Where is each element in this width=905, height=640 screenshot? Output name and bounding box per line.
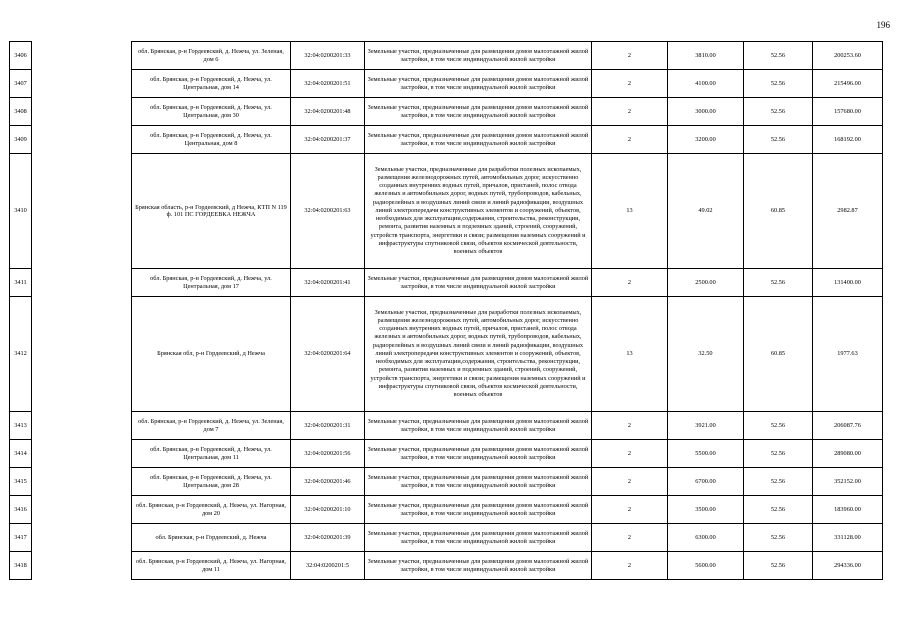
table-row [10,524,883,552]
specific-value-cell: 52.56 [744,269,813,297]
cadastral-value-cell: 331128.00 [813,524,883,552]
cadastral-value-cell: 352152.00 [813,468,883,496]
cadastral-number-cell: 32:04:0200201:63 [291,154,365,269]
spacer-cell [32,98,132,126]
table-body [10,42,883,580]
cadastral-value-cell: 131400.00 [813,269,883,297]
group-number-cell: 2 [592,552,668,580]
cadastral-number-cell: 32:04:0200201:56 [291,440,365,468]
table-row [10,126,883,154]
table-row [10,552,883,580]
area-cell: 3200.00 [668,126,744,154]
area-cell: 3921.00 [668,412,744,440]
group-number-cell: 2 [592,42,668,70]
address-cell: обл. Брянская, р-н Гордеевский, д. Нежча, ул. Нагорная, дом 20 [132,496,291,524]
table-row [10,70,883,98]
address-cell: обл. Брянская, р-н Гордеевский, д. Нежча [132,524,291,552]
spacer-cell [32,42,132,70]
table-row [10,412,883,440]
record-number-cell: 3415 [10,468,32,496]
address-cell: обл. Брянская, р-н Гордеевский, д. Нежча, ул. Центральная, дом 14 [132,70,291,98]
cadastral-number-cell: 32:04:0200201:39 [291,524,365,552]
spacer-cell [32,552,132,580]
address-cell: обл. Брянская, р-н Гордеевский, д. Нежча, ул. Зеленая, дом 6 [132,42,291,70]
spacer-cell [32,440,132,468]
specific-value-cell: 60.85 [744,154,813,269]
address-cell: обл. Брянская, р-н Гордеевский, д. Нежча, ул. Центральная, дом 28 [132,468,291,496]
cadastral-value-cell: 294336.00 [813,552,883,580]
land-use-description-cell: Земельные участки, предназначенные для разработки полезных ископаемых, размещения железнодорожных путей, автомобильных дорог, искусственно созданных внутренних водных путей, причалов, пристаней, полос отвода железных и автомобильных дорог, водных путей, трубопроводов, кабельных, радиорелейных и воздушных линий связи и линий радиофикации, воздушных линий электропередачи конструктивных элементов и сооружений, объектов, необходимых для эксплуатации,содержания, строительства, реконструкции, ремонта, развития наземных и подземных зданий, строений, сооружений, устройств транспорта, энергетики и связи; размещения наземных сооружений и инфраструктуры спутниковой связи, объектов космической деятельности, военных объектов [365,154,592,269]
land-use-description-cell: Земельные участки, предназначенные для размещения домов малоэтажной жилой застройки, в том числе индивидуальной жилой застройки [365,42,592,70]
record-number-cell: 3416 [10,496,32,524]
area-cell: 5600.00 [668,552,744,580]
table-row [10,42,883,70]
group-number-cell: 13 [592,154,668,269]
group-number-cell: 2 [592,440,668,468]
group-number-cell: 13 [592,297,668,412]
cadastral-number-cell: 32:04:0200201:5 [291,552,365,580]
record-number-cell: 3417 [10,524,32,552]
record-number-cell: 3411 [10,269,32,297]
specific-value-cell: 52.56 [744,552,813,580]
specific-value-cell: 52.56 [744,70,813,98]
specific-value-cell: 52.56 [744,524,813,552]
record-number-cell: 3409 [10,126,32,154]
land-registry-table [9,41,883,580]
table-row [10,468,883,496]
table-row [10,440,883,468]
cadastral-value-cell: 289080.00 [813,440,883,468]
table-row [10,496,883,524]
specific-value-cell: 52.56 [744,42,813,70]
cadastral-number-cell: 32:04:0200201:31 [291,412,365,440]
record-number-cell: 3410 [10,154,32,269]
group-number-cell: 2 [592,524,668,552]
cadastral-number-cell: 32:04:0200201:51 [291,70,365,98]
area-cell: 6300.00 [668,524,744,552]
address-cell: обл. Брянская, р-н Гордеевский, д. Нежча, ул. Центральная, дом 8 [132,126,291,154]
group-number-cell: 2 [592,412,668,440]
group-number-cell: 2 [592,98,668,126]
table-row [10,154,883,269]
land-use-description-cell: Земельные участки, предназначенные для размещения домов малоэтажной жилой застройки, в том числе индивидуальной жилой застройки [365,126,592,154]
table-row [10,269,883,297]
spacer-cell [32,468,132,496]
spacer-cell [32,126,132,154]
cadastral-number-cell: 32:04:0200201:10 [291,496,365,524]
record-number-cell: 3414 [10,440,32,468]
cadastral-number-cell: 32:04:0200201:64 [291,297,365,412]
area-cell: 3810.00 [668,42,744,70]
land-use-description-cell: Земельные участки, предназначенные для размещения домов малоэтажной жилой застройки, в том числе индивидуальной жилой застройки [365,524,592,552]
area-cell: 6700.00 [668,468,744,496]
cadastral-number-cell: 32:04:0200201:48 [291,98,365,126]
address-cell: Брянская область, р-н Гордеевский, д Нежча, КТП N 119 ф. 101 ПС ГОРДЕЕВКА НЕЖЧА [132,154,291,269]
land-use-description-cell: Земельные участки, предназначенные для размещения домов малоэтажной жилой застройки, в том числе индивидуальной жилой застройки [365,468,592,496]
land-use-description-cell: Земельные участки, предназначенные для размещения домов малоэтажной жилой застройки, в том числе индивидуальной жилой застройки [365,552,592,580]
address-cell: обл. Брянская, р-н Гордеевский, д. Нежча, ул. Зеленая, дом 7 [132,412,291,440]
record-number-cell: 3407 [10,70,32,98]
cadastral-number-cell: 32:04:0200201:41 [291,269,365,297]
record-number-cell: 3406 [10,42,32,70]
specific-value-cell: 52.56 [744,468,813,496]
area-cell: 4100.00 [668,70,744,98]
cadastral-value-cell: 2982.87 [813,154,883,269]
record-number-cell: 3413 [10,412,32,440]
land-use-description-cell: Земельные участки, предназначенные для размещения домов малоэтажной жилой застройки, в том числе индивидуальной жилой застройки [365,269,592,297]
address-cell: обл. Брянская, р-н Гордеевский, д. Нежча, ул. Центральная, дом 17 [132,269,291,297]
record-number-cell: 3418 [10,552,32,580]
spacer-cell [32,70,132,98]
land-use-description-cell: Земельные участки, предназначенные для размещения домов малоэтажной жилой застройки, в том числе индивидуальной жилой застройки [365,412,592,440]
cadastral-value-cell: 200253.60 [813,42,883,70]
address-cell: обл. Брянская, р-н Гордеевский, д. Нежча, ул. Нагорная, дом 11 [132,552,291,580]
record-number-cell: 3412 [10,297,32,412]
spacer-cell [32,524,132,552]
spacer-cell [32,154,132,269]
table-row [10,297,883,412]
specific-value-cell: 52.56 [744,126,813,154]
area-cell: 49.02 [668,154,744,269]
land-use-description-cell: Земельные участки, предназначенные для размещения домов малоэтажной жилой застройки, в том числе индивидуальной жилой застройки [365,496,592,524]
group-number-cell: 2 [592,269,668,297]
land-use-description-cell: Земельные участки, предназначенные для разработки полезных ископаемых, размещения железнодорожных путей, автомобильных дорог, искусственно созданных внутренних водных путей, причалов, пристаней, полос отвода железных и автомобильных дорог, водных путей, трубопроводов, кабельных, радиорелейных и воздушных линий связи и линий радиофикации, воздушных линий электропередачи конструктивных элементов и сооружений, объектов, необходимых для эксплуатации,содержания, строительства, реконструкции, ремонта, развития наземных и подземных зданий, строений, сооружений, устройств транспорта, энергетики и связи; размещения наземных сооружений и инфраструктуры спутниковой связи, объектов космической деятельности, военных объектов [365,297,592,412]
cadastral-value-cell: 1977.63 [813,297,883,412]
group-number-cell: 2 [592,468,668,496]
cadastral-number-cell: 32:04:0200201:37 [291,126,365,154]
group-number-cell: 2 [592,126,668,154]
specific-value-cell: 60.85 [744,297,813,412]
spacer-cell [32,269,132,297]
specific-value-cell: 52.56 [744,98,813,126]
group-number-cell: 2 [592,70,668,98]
record-number-cell: 3408 [10,98,32,126]
specific-value-cell: 52.56 [744,440,813,468]
area-cell: 5500.00 [668,440,744,468]
address-cell: Брянская обл, р-н Гордеевский, д Нежча [132,297,291,412]
land-use-description-cell: Земельные участки, предназначенные для размещения домов малоэтажной жилой застройки, в том числе индивидуальной жилой застройки [365,70,592,98]
page-number: 196 [876,20,890,30]
spacer-cell [32,297,132,412]
cadastral-value-cell: 157680.00 [813,98,883,126]
area-cell: 3000.00 [668,98,744,126]
group-number-cell: 2 [592,496,668,524]
table-row [10,98,883,126]
address-cell: обл. Брянская, р-н Гордеевский, д. Нежча, ул. Центральная, дом 11 [132,440,291,468]
specific-value-cell: 52.56 [744,496,813,524]
cadastral-number-cell: 32:04:0200201:46 [291,468,365,496]
spacer-cell [32,496,132,524]
cadastral-number-cell: 32:04:0200201:33 [291,42,365,70]
area-cell: 32.50 [668,297,744,412]
cadastral-value-cell: 206087.76 [813,412,883,440]
cadastral-value-cell: 183960.00 [813,496,883,524]
address-cell: обл. Брянская, р-н Гордеевский, д. Нежча, ул. Центральная, дом 30 [132,98,291,126]
specific-value-cell: 52.56 [744,412,813,440]
land-use-description-cell: Земельные участки, предназначенные для размещения домов малоэтажной жилой застройки, в том числе индивидуальной жилой застройки [365,98,592,126]
spacer-cell [32,412,132,440]
cadastral-value-cell: 215496.00 [813,70,883,98]
cadastral-value-cell: 168192.00 [813,126,883,154]
area-cell: 2500.00 [668,269,744,297]
land-use-description-cell: Земельные участки, предназначенные для размещения домов малоэтажной жилой застройки, в том числе индивидуальной жилой застройки [365,440,592,468]
area-cell: 3500.00 [668,496,744,524]
